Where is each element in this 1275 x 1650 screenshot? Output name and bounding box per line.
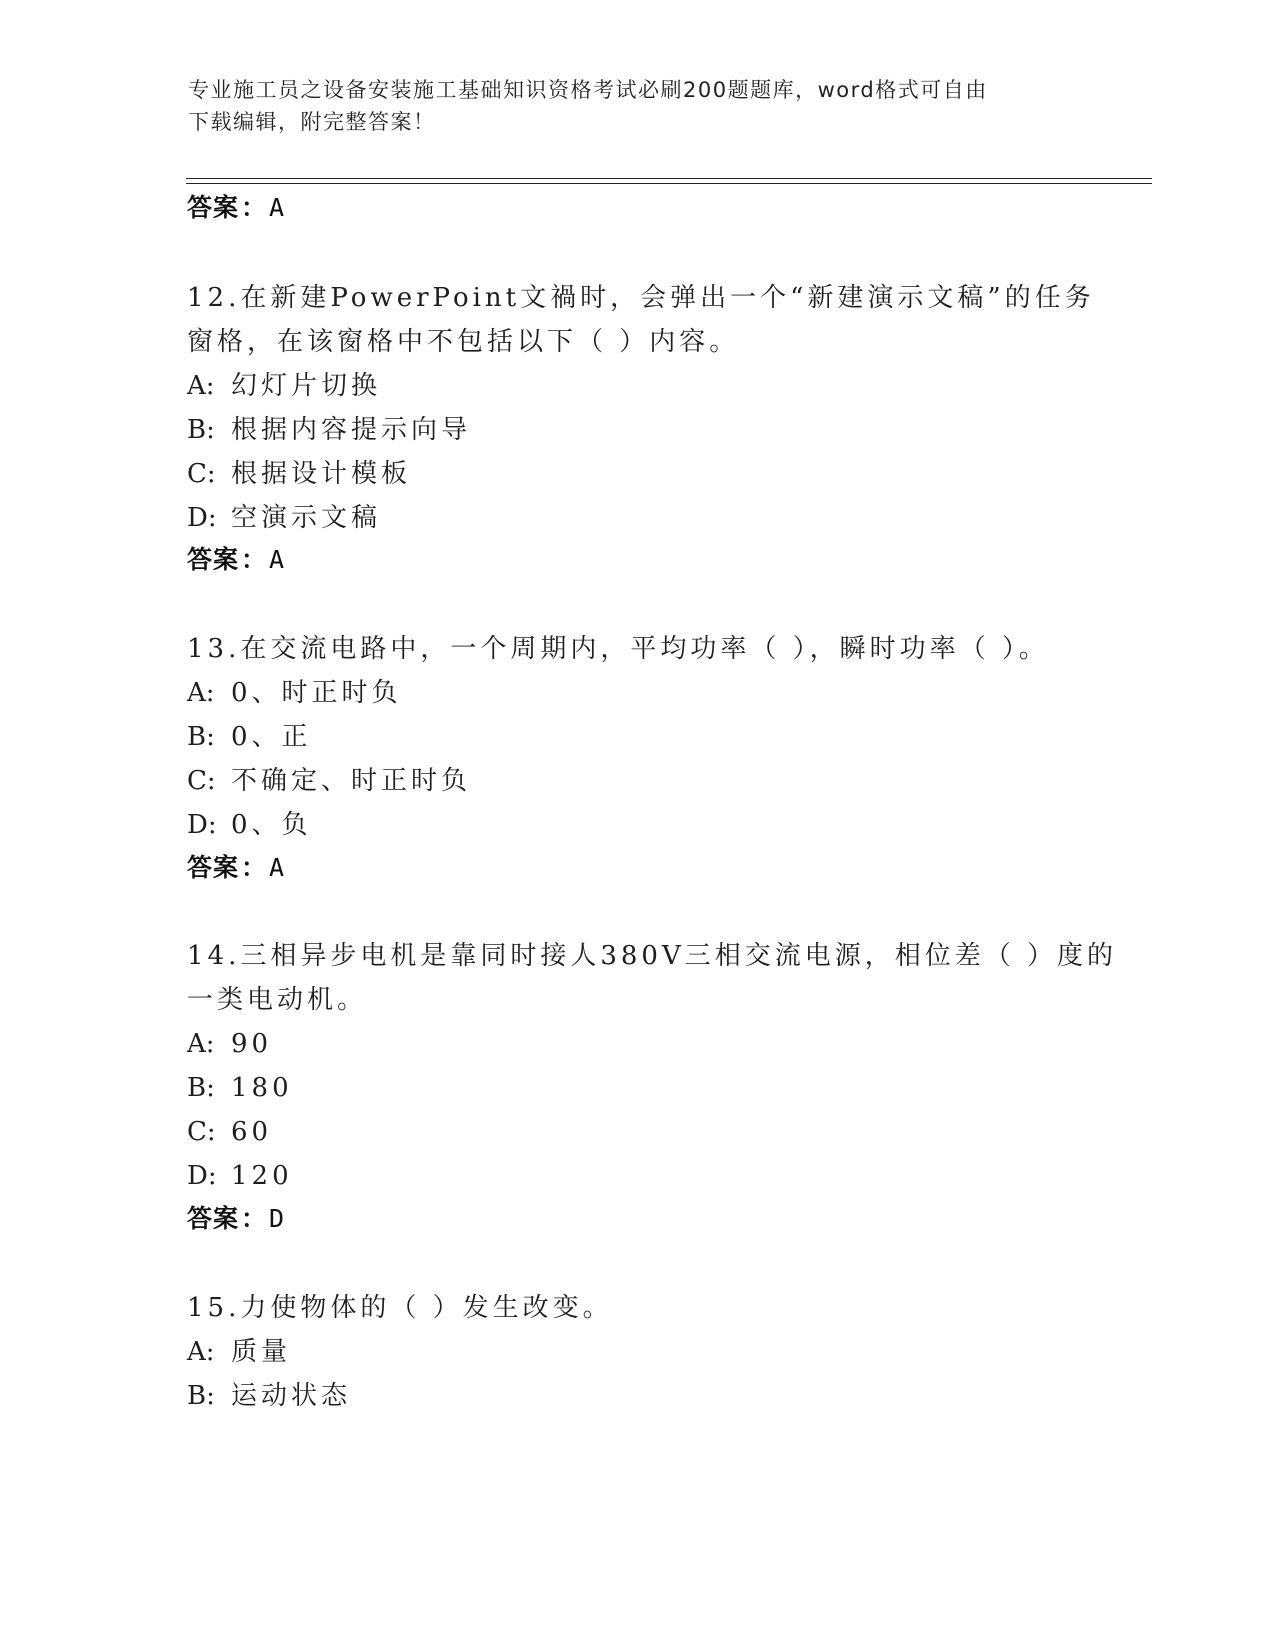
- question-12-stem-line-2: 窗格，在该窗格中不包括以下（ ）内容。: [187, 327, 740, 357]
- option-text: 0、负: [231, 810, 312, 840]
- answer-value: A: [269, 853, 286, 882]
- header-divider-bottom: [186, 183, 1152, 184]
- option-text: 0、正: [231, 722, 312, 752]
- option-text: 运动状态: [231, 1381, 352, 1411]
- option-text: 120: [231, 1161, 293, 1191]
- question-15-option-a: [187, 1336, 291, 1368]
- question-13-option-a: [187, 677, 402, 709]
- header-divider-top: [186, 178, 1152, 179]
- question-14-option-a: [187, 1028, 272, 1060]
- option-letter: B:: [187, 415, 215, 445]
- question-12-option-a: [187, 370, 381, 402]
- option-letter: A:: [187, 371, 215, 401]
- answer-value: D: [269, 1204, 286, 1233]
- option-text: 空演示文稿: [231, 503, 382, 533]
- question-12-answer: [187, 545, 285, 575]
- answer-colon: ：: [241, 545, 268, 574]
- option-letter: A:: [187, 1029, 215, 1059]
- question-14-answer: [187, 1204, 285, 1234]
- option-text: 180: [231, 1073, 293, 1103]
- option-letter: B:: [187, 722, 215, 752]
- option-letter: A:: [187, 678, 215, 708]
- option-text: 根据设计模板: [231, 459, 412, 489]
- answer-line: [187, 193, 285, 223]
- option-text: 60: [231, 1117, 273, 1147]
- header-line-2: 下载编辑，附完整答案！: [188, 110, 436, 134]
- question-13-option-d: [187, 809, 312, 841]
- answer-label: 答案: [187, 853, 240, 882]
- question-13-answer: [187, 853, 285, 883]
- option-text: 质量: [231, 1337, 292, 1367]
- question-14-option-d: [187, 1160, 293, 1192]
- answer-colon: ：: [241, 1204, 268, 1233]
- question-15-stem-line-1: 15.力使物体的（ ）发生改变。: [187, 1293, 613, 1323]
- question-14-option-b: [187, 1072, 293, 1104]
- question-14-stem-line-2: 一类电动机。: [187, 985, 368, 1015]
- option-letter: B:: [187, 1381, 215, 1411]
- answer-colon: ：: [241, 853, 268, 882]
- option-letter: D:: [187, 810, 217, 840]
- option-text: 不确定、时正时负: [231, 766, 472, 796]
- option-text: 根据内容提示向导: [231, 415, 472, 445]
- option-letter: D:: [187, 503, 217, 533]
- answer-label: 答案: [187, 1204, 240, 1233]
- question-15-option-b: [187, 1380, 351, 1412]
- option-text: 90: [231, 1029, 273, 1059]
- question-12-stem-line-1: 12.在新建PowerPoint文禍时，会弹出一个“新建演示文稿”的任务: [187, 283, 1095, 313]
- question-12-option-d: [187, 502, 381, 534]
- question-12-option-c: [187, 458, 411, 490]
- option-letter: C:: [187, 1117, 216, 1147]
- answer-value: A: [269, 193, 286, 222]
- question-13-stem-line-1: 13.在交流电路中，一个周期内，平均功率（ ），瞬时功率（ ）。: [187, 634, 1049, 664]
- question-12-option-b: [187, 414, 471, 446]
- answer-label: 答案: [187, 193, 240, 222]
- question-14-stem-line-1: 14.三相异步电机是靠同时接人380V三相交流电源，相位差（ ）度的: [187, 941, 1118, 971]
- option-text: 幻灯片切换: [231, 371, 382, 401]
- option-letter: A:: [187, 1337, 215, 1367]
- option-letter: D:: [187, 1161, 217, 1191]
- option-letter: C:: [187, 766, 216, 796]
- header-line-1: 专业施工员之设备安装施工基础知识资格考试必刷200题题库，word格式可自由: [188, 78, 988, 102]
- answer-colon: ：: [241, 193, 268, 222]
- question-13-option-b: [187, 721, 312, 753]
- answer-label: 答案: [187, 545, 240, 574]
- option-letter: B:: [187, 1073, 215, 1103]
- question-13-option-c: [187, 765, 471, 797]
- question-14-option-c: [187, 1116, 272, 1148]
- answer-value: A: [269, 545, 286, 574]
- option-text: 0、时正时负: [231, 678, 402, 708]
- option-letter: C:: [187, 459, 216, 489]
- document-header: [188, 74, 1068, 138]
